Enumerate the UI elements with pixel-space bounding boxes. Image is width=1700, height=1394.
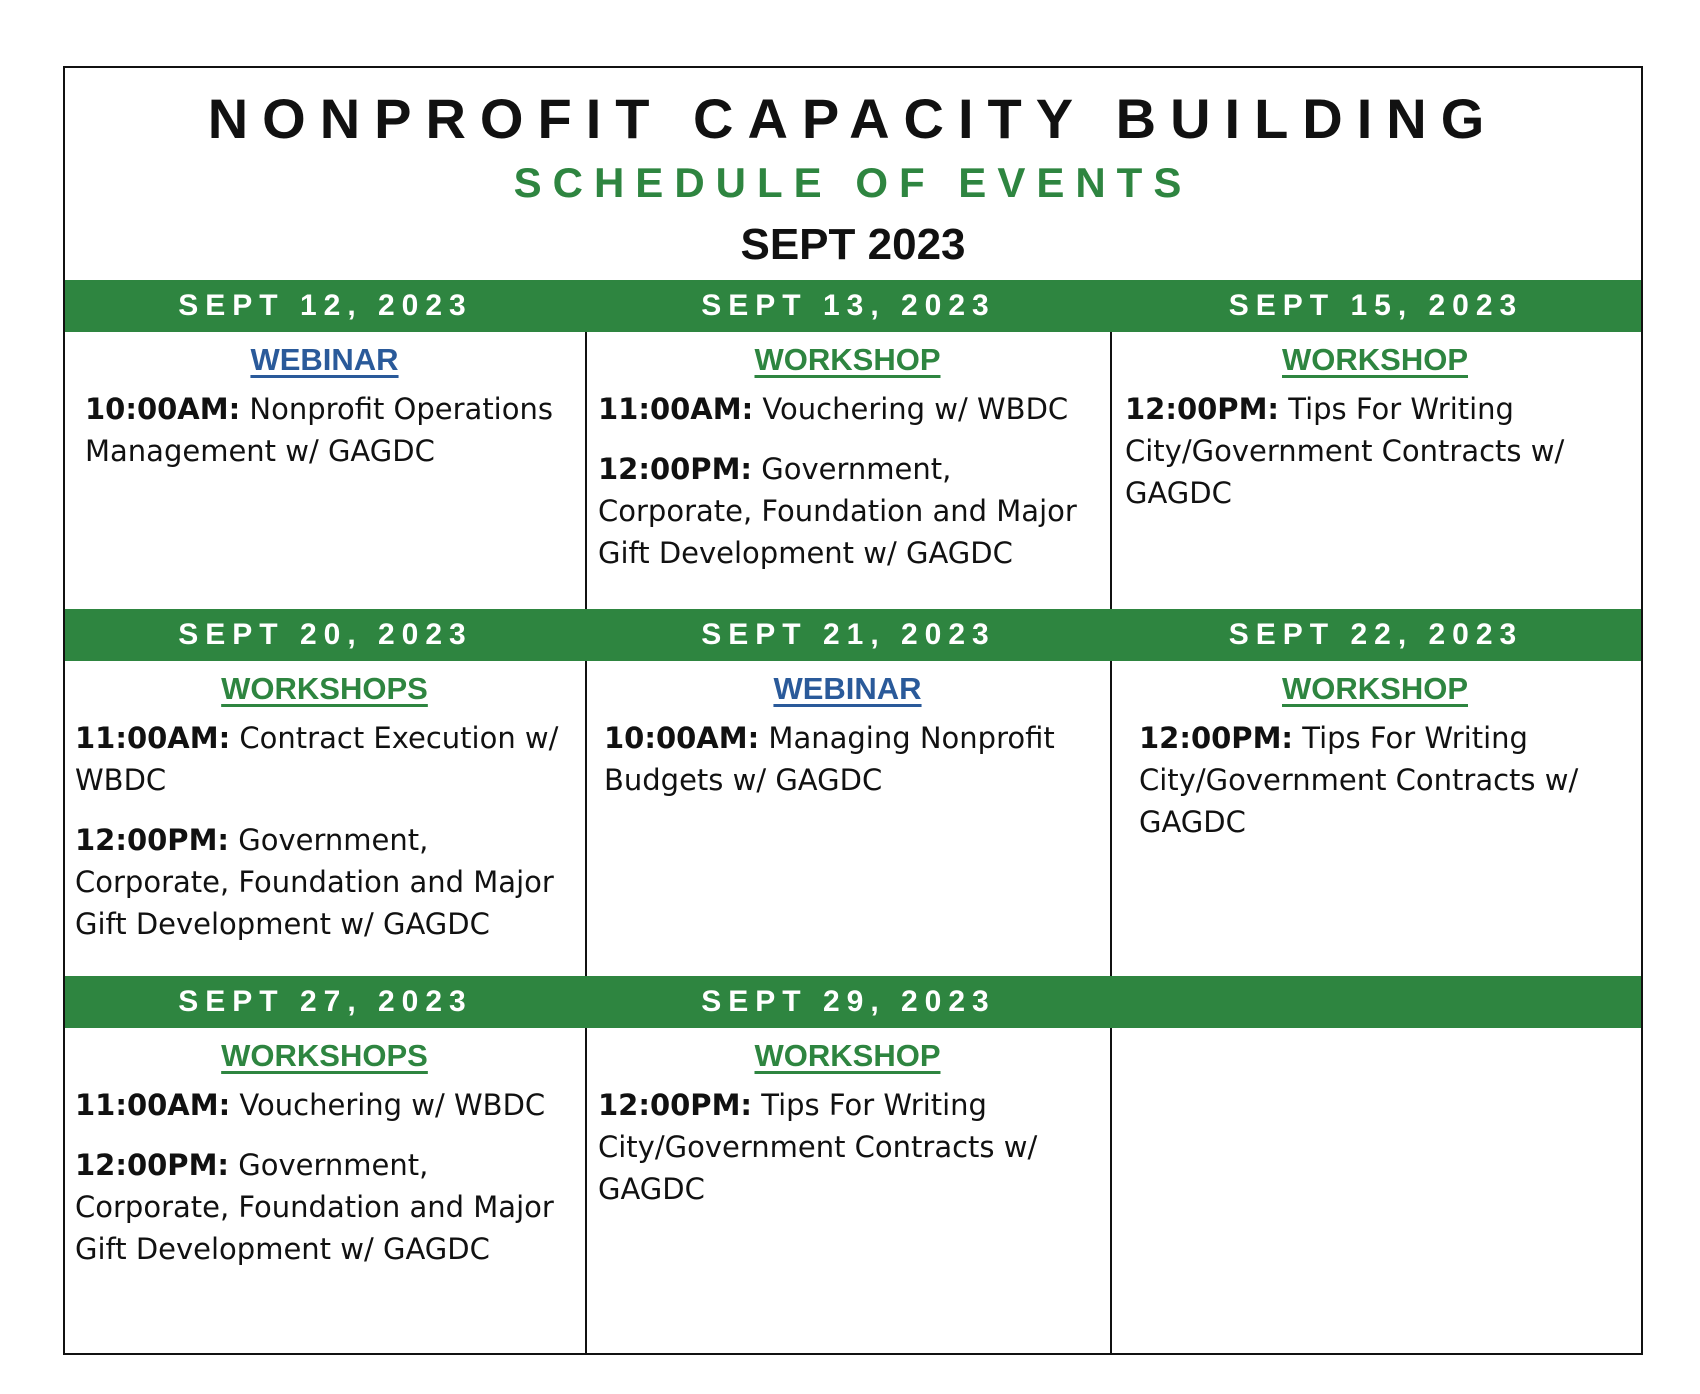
event-date: SEPT 22, 2023: [1228, 618, 1524, 651]
event-item: [75, 717, 574, 801]
event-time: 11:00AM:: [75, 1088, 231, 1122]
event-cell: [1125, 342, 1629, 514]
schedule-row: [65, 280, 1641, 609]
event-item: [75, 1144, 574, 1270]
event-item: [85, 388, 574, 472]
event-time: 12:00PM:: [75, 1148, 230, 1182]
page-subtitle: SCHEDULE OF EVENTS: [513, 159, 1193, 206]
event-item: [598, 448, 1099, 574]
event-item: [604, 717, 1099, 801]
event-item: [75, 819, 574, 945]
event-title: Vouchering w/ WBDC: [230, 1088, 546, 1122]
event-type-heading: WORKSHOPS: [221, 1038, 428, 1073]
event-cell: [604, 671, 1099, 801]
event-date: SEPT 29, 2023: [701, 985, 996, 1018]
schedule-header: [65, 68, 1641, 280]
event-title: Tips For Writing City/Government Contracts w/ GAGDC: [1125, 392, 1565, 510]
event-time: 12:00PM:: [1125, 392, 1280, 426]
schedule-row: [65, 976, 1641, 1355]
event-cell: [598, 1038, 1099, 1210]
schedule-row: [65, 609, 1641, 976]
event-time: 12:00PM:: [598, 1088, 753, 1122]
event-item: [1125, 388, 1629, 514]
event-title: Tips For Writing City/Government Contracts w/ GAGDC: [1139, 721, 1579, 839]
column-divider: [1110, 1028, 1112, 1355]
event-type-heading: WORKSHOP: [754, 342, 941, 377]
event-item: [75, 1084, 574, 1126]
event-title: Government, Corporate, Foundation and Major Gift Development w/ GAGDC: [75, 823, 554, 941]
event-type-heading: WEBINAR: [773, 671, 922, 706]
event-date: SEPT 13, 2023: [701, 289, 996, 322]
event-time: 12:00PM:: [1139, 721, 1294, 755]
event-cell: [75, 671, 574, 945]
event-date: SEPT 20, 2023: [178, 618, 473, 651]
event-cell: [75, 1038, 574, 1270]
schedule-frame: [63, 66, 1643, 1355]
event-type-heading: WORKSHOP: [1282, 671, 1468, 706]
date-band: [65, 280, 1641, 332]
event-item: [1139, 717, 1629, 843]
event-cell: [1139, 671, 1629, 843]
month-label: SEPT 2023: [740, 220, 966, 269]
event-title: Nonprofit Operations Management w/ GAGDC: [85, 392, 553, 468]
event-title: Government, Corporate, Foundation and Major Gift Development w/ GAGDC: [75, 1148, 554, 1266]
event-title: Vouchering w/ WBDC: [753, 392, 1069, 426]
column-divider: [585, 1028, 587, 1355]
column-divider: [1110, 661, 1112, 976]
event-title: Government, Corporate, Foundation and Major Gift Development w/ GAGDC: [598, 452, 1077, 570]
event-cell: [85, 342, 574, 472]
event-item: [598, 1084, 1099, 1210]
column-divider: [585, 332, 587, 609]
event-date: SEPT 12, 2023: [178, 289, 473, 322]
event-type-heading: WORKSHOP: [754, 1038, 941, 1073]
event-item: [598, 388, 1099, 430]
event-time: 11:00AM:: [75, 721, 231, 755]
event-type-heading: WEBINAR: [250, 342, 399, 377]
event-title: Managing Nonprofit Budgets w/ GAGDC: [604, 721, 1055, 797]
event-date: SEPT 21, 2023: [701, 618, 996, 651]
event-date: SEPT 27, 2023: [178, 985, 473, 1018]
event-title: Tips For Writing City/Government Contracts w/ GAGDC: [598, 1088, 1038, 1206]
event-cell: [598, 342, 1099, 574]
event-type-heading: WORKSHOP: [1282, 342, 1468, 377]
column-divider: [585, 661, 587, 976]
event-date: SEPT 15, 2023: [1228, 289, 1524, 322]
date-band: [65, 976, 1641, 1028]
column-divider: [1110, 332, 1112, 609]
date-band: [65, 609, 1641, 661]
event-time: 10:00AM:: [85, 392, 241, 426]
event-time: 11:00AM:: [598, 392, 754, 426]
event-title: Contract Execution w/ WBDC: [75, 721, 559, 797]
page-title: NONPROFIT CAPACITY BUILDING: [207, 87, 1499, 150]
event-type-heading: WORKSHOPS: [221, 671, 428, 706]
event-time: 12:00PM:: [75, 823, 230, 857]
event-time: 12:00PM:: [598, 452, 753, 486]
event-time: 10:00AM:: [604, 721, 760, 755]
